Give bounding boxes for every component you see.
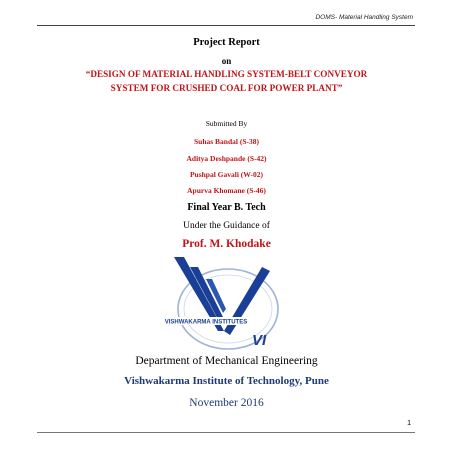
logo-monogram: VI	[252, 332, 267, 349]
guidance-label: Under the Guidance of	[183, 221, 270, 231]
student-name: Suhas Bandal (S-38)	[193, 137, 260, 146]
student-name: Apurva Khomane (S-46)	[187, 186, 266, 195]
student-name: Aditya Deshpande (S-42)	[186, 154, 267, 163]
year-label: Final Year B. Tech	[187, 202, 266, 213]
department: Department of Mechanical Engineering	[135, 355, 318, 367]
submitted-by: Submitted By	[205, 119, 248, 128]
student-name: Pushpal Gavali (W-02)	[189, 170, 264, 179]
guide-name: Prof. M. Khodake	[182, 238, 271, 250]
title-line-1: “DESIGN OF MATERIAL HANDLING SYSTEM-BELT CONVEYOR	[85, 69, 368, 79]
vishwakarma-logo-icon	[162, 255, 292, 355]
running-header: DOMS- Material Handling System	[315, 14, 413, 21]
title-line-2: SYSTEM FOR CRUSHED COAL FOR POWER PLANT”	[110, 83, 343, 93]
on-label: on	[221, 56, 232, 66]
header-rule	[37, 25, 415, 26]
footer-rule	[37, 432, 415, 433]
logo-text: VISHWAKARMA INSTITUTES	[164, 319, 248, 326]
institute: Vishwakarma Institute of Technology, Pune	[124, 375, 329, 387]
report-type: Project Report	[193, 37, 260, 48]
date: November 2016	[189, 397, 264, 409]
page-number: 1	[407, 420, 411, 427]
